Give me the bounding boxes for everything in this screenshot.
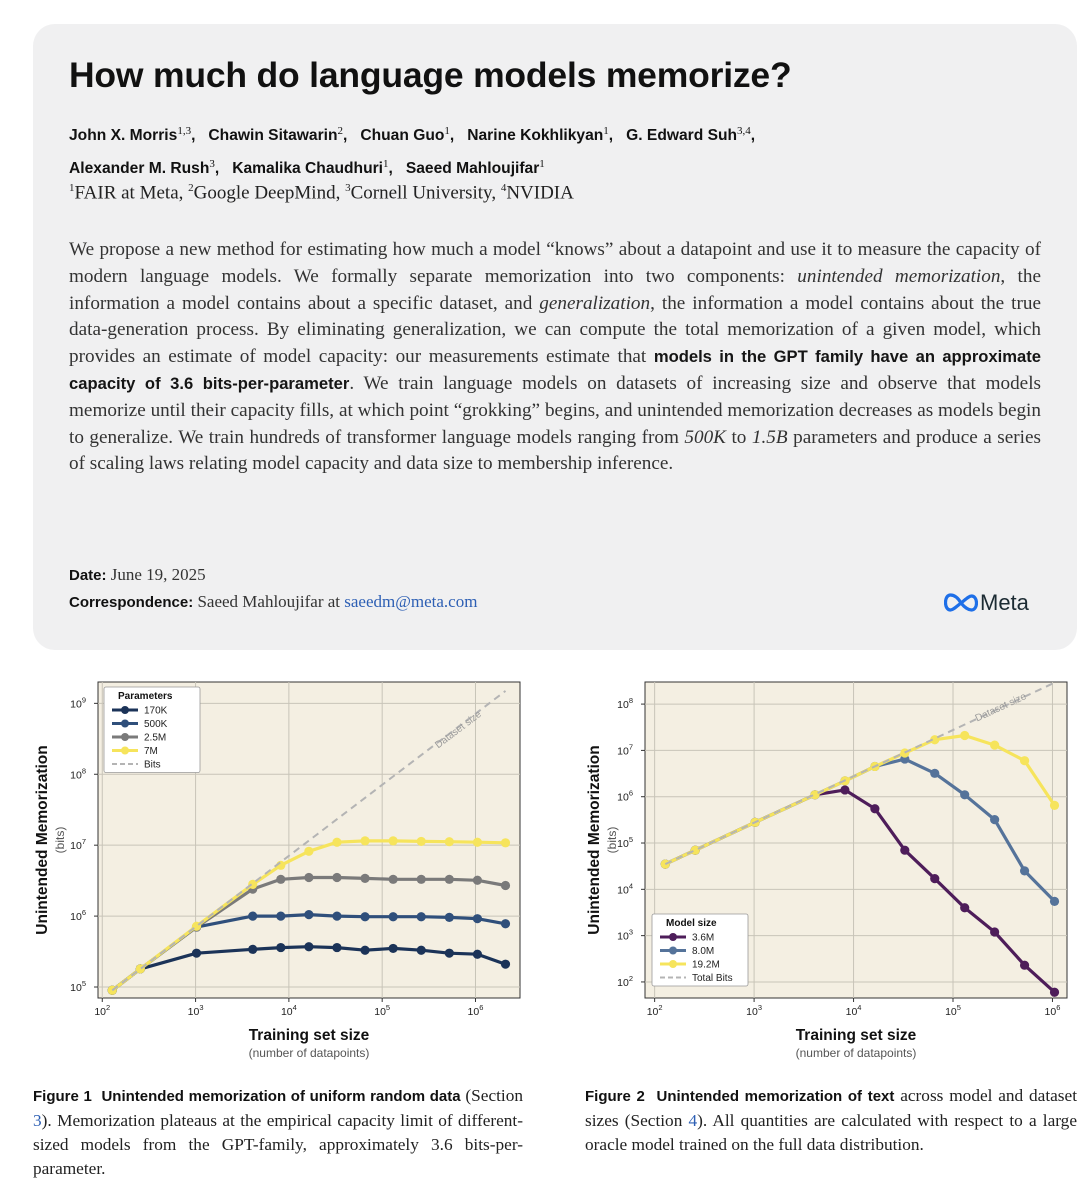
x-axis-sublabel: (number of datapoints) <box>248 1046 370 1060</box>
legend-label: 7M <box>144 746 158 757</box>
data-point <box>870 804 879 813</box>
x-tick-label: $10^2$ <box>94 1003 111 1018</box>
legend-label: 3.6M <box>692 932 715 944</box>
author <box>406 160 545 177</box>
date-value: June 19, 2025 <box>110 565 206 584</box>
author <box>360 127 450 144</box>
data-point <box>960 903 969 912</box>
y-tick-label: $10^9$ <box>70 695 86 711</box>
affil-sup: 4 <box>500 182 507 194</box>
data-point <box>445 913 454 922</box>
correspondence-label: Correspondence: <box>69 594 194 611</box>
data-point <box>304 910 313 919</box>
affil-sup: 1 <box>69 182 75 194</box>
affil-name: Cornell University <box>350 182 492 204</box>
figure-1-caption <box>33 1084 523 1181</box>
figure-label: Figure 2 <box>585 1088 645 1105</box>
affil-name: FAIR at Meta <box>74 182 179 204</box>
affil-sup: 3 <box>345 182 351 194</box>
data-point <box>276 943 285 952</box>
y-tick-label: $10^7$ <box>617 742 633 758</box>
abstract-emphasis: unintended memorization <box>797 265 1001 287</box>
data-point <box>1050 801 1059 810</box>
data-point <box>473 914 482 923</box>
meta-logo <box>944 590 1029 616</box>
data-point <box>1020 756 1029 765</box>
abstract-text: , the information a model contains about a specific dataset, and <box>69 265 1041 314</box>
author-name: Chuan Guo <box>360 127 445 145</box>
figure-2-chart <box>582 672 1082 1062</box>
author <box>69 160 215 177</box>
data-point <box>990 927 999 936</box>
figure-caption-title: Unintended memorization of uniform random data <box>101 1088 461 1105</box>
data-point <box>501 919 510 928</box>
author-affil-sup: 1 <box>383 158 389 171</box>
y-tick-label: $10^8$ <box>617 696 633 712</box>
data-point <box>960 731 969 740</box>
meta-infinity-icon <box>944 593 978 613</box>
data-point <box>360 912 369 921</box>
data-point <box>417 875 426 884</box>
x-axis-sublabel: (number of datapoints) <box>795 1046 917 1060</box>
affil-name: Google DeepMind <box>193 182 336 204</box>
affil-sup: 2 <box>188 182 194 194</box>
date-label: Date: <box>69 567 107 584</box>
caption-text: ). Memorization plateaus at the empirical capacity limit of different-sized models from the GPT-family, approximately 3.6 bits-per-parameter. <box>33 1111 523 1178</box>
data-point <box>1050 897 1059 906</box>
author-affil-sup: 1,3 <box>177 125 192 137</box>
y-tick-label: $10^8$ <box>70 766 86 782</box>
data-point <box>1050 988 1059 997</box>
data-point <box>473 838 482 847</box>
x-tick-label: $10^3$ <box>746 1003 763 1018</box>
legend-marker <box>121 747 129 755</box>
x-tick-label: $10^5$ <box>945 1003 961 1018</box>
author-affil-sup: 3,4 <box>737 125 751 137</box>
y-tick-label: $10^5$ <box>617 835 633 851</box>
x-tick-label: $10^6$ <box>467 1003 484 1018</box>
figure-1-chart <box>30 672 540 1062</box>
author <box>626 127 751 144</box>
paper-title: How much do language models memorize? <box>69 55 792 95</box>
abstract-text: We propose a new method for estimating how much a model “knows” about a datapoint and use it to measure the capacity of modern language models. We formally separate memorization into two components: <box>69 239 1041 287</box>
abstract-math: 1.5B <box>751 426 788 448</box>
y-axis-label: Unintended Memorization <box>586 745 603 935</box>
data-point <box>473 876 482 885</box>
correspondence-value: Saeed Mahloujifar at <box>197 592 341 611</box>
legend-marker <box>669 933 677 941</box>
data-point <box>248 911 257 920</box>
data-point <box>445 837 454 846</box>
legend-marker <box>669 960 677 968</box>
author-name: John X. Morris <box>69 127 178 145</box>
data-point <box>304 847 313 856</box>
author-affil-sup: 1 <box>444 125 450 137</box>
author-name: Alexander M. Rush <box>69 160 210 178</box>
section-ref-link[interactable]: 3 <box>33 1111 42 1130</box>
data-point <box>960 790 969 799</box>
caption-text: ). All quantities are calculated with respect to a large oracle model trained on the full data distribution. <box>585 1111 1077 1154</box>
data-point <box>332 838 341 847</box>
data-point <box>417 837 426 846</box>
data-point <box>445 875 454 884</box>
data-point <box>501 838 510 847</box>
author <box>208 127 343 144</box>
legend-marker <box>121 720 129 728</box>
author-affil-sup: 3 <box>209 158 215 171</box>
legend-label: 170K <box>144 705 168 717</box>
author-affil-sup: 1 <box>603 125 609 137</box>
legend-marker <box>669 947 677 955</box>
data-point <box>276 875 285 884</box>
dataset-size-annotation: Dataset size <box>973 691 1029 725</box>
data-point <box>360 874 369 883</box>
author-name: Narine Kokhlikyan <box>467 127 604 145</box>
abstract-emphasis: generalization <box>539 292 651 314</box>
author <box>69 127 191 144</box>
data-point <box>691 846 700 855</box>
author-list: John X. Morris$^{1,3}$, Chawin Sitawarin$^2$, Chuan Guo$^1$, Narine Kokhlikyan$^1$, G. Edward Suh$^{3,4}$, Alexander M. Rush$^3$, Kamalika Chaudhuri$^1$, Saeed Mahloujifar$^1$ <box>69 125 756 178</box>
data-point <box>389 875 398 884</box>
abstract <box>69 237 1041 478</box>
data-point <box>304 942 313 951</box>
data-point <box>360 946 369 955</box>
figure-caption-title: Unintended memorization of text <box>656 1088 895 1105</box>
data-point <box>990 815 999 824</box>
abstract-math: 500K <box>684 426 726 448</box>
legend-label: 500K <box>144 719 168 730</box>
legend-label: Total Bits <box>692 973 733 984</box>
data-point <box>501 881 510 890</box>
data-point <box>900 846 909 855</box>
meta-logo-text: Meta <box>980 590 1029 615</box>
author-affil-sup: 2 <box>337 125 344 137</box>
y-tick-label: $10^4$ <box>617 881 633 897</box>
legend-title: Model size <box>666 918 717 929</box>
affiliations: $^1$FAIR at Meta, $^2$Google DeepMind, $^3$Cornell University, $^4$NVIDIA <box>69 182 574 204</box>
data-point <box>1020 961 1029 970</box>
data-point <box>1020 866 1029 875</box>
y-tick-label: $10^6$ <box>70 908 86 924</box>
caption-text: (Section <box>465 1086 523 1105</box>
author-name: Kamalika Chaudhuri <box>232 160 383 178</box>
x-tick-label: $10^4$ <box>280 1003 297 1018</box>
legend-label: 2.5M <box>144 732 167 744</box>
data-point <box>389 944 398 953</box>
legend-label: 8.0M <box>692 946 715 957</box>
data-point <box>248 945 257 954</box>
abstract-text: , the information a model contains about the true data-generation process. By eliminating generalization, we can compute the total memorization of a given model, which provides an estimate of model capacity: our measurements estimate that <box>69 292 1041 368</box>
x-axis-label: Training set size <box>248 1027 370 1044</box>
legend-marker <box>121 706 129 714</box>
data-point <box>661 860 670 869</box>
figure-2-caption <box>585 1084 1077 1157</box>
data-point <box>417 946 426 955</box>
x-tick-label: $10^2$ <box>646 1003 663 1018</box>
y-tick-label: $10^3$ <box>617 927 633 943</box>
author <box>232 160 388 177</box>
data-point <box>389 836 398 845</box>
author <box>467 127 609 144</box>
section-ref-link[interactable]: 4 <box>688 1111 698 1130</box>
y-tick-label: $10^7$ <box>70 837 86 853</box>
dataset-size-annotation: Dataset size <box>433 708 484 752</box>
x-tick-label: $10^5$ <box>374 1003 391 1018</box>
affil-name: NVIDIA <box>506 182 574 204</box>
data-point <box>990 741 999 750</box>
x-tick-label: $10^4$ <box>845 1003 862 1018</box>
data-point <box>501 960 510 969</box>
x-tick-label: $10^3$ <box>187 1003 204 1018</box>
data-point <box>417 912 426 921</box>
legend-label: 19.2M <box>692 959 720 971</box>
author-affil-sup: 1 <box>539 158 545 171</box>
data-point <box>930 874 939 883</box>
data-point <box>304 873 313 882</box>
data-point <box>473 950 482 959</box>
abstract-text: parameters and produce a series of scaling laws relating model capacity and data size to membership inference. <box>69 426 1041 475</box>
data-point <box>192 949 201 958</box>
y-tick-label: $10^5$ <box>70 979 86 995</box>
author-name: Saeed Mahloujifar <box>405 160 540 178</box>
abstract-text: . We train language models on datasets of increasing size and observe that models memorize until their capacity fills, at which point “grokking” begins, and unintended memorization decreases as models begin to generalize. We train hundreds of transformer language models ranging from <box>69 372 1041 448</box>
email-link[interactable]: saeedm@meta.com <box>344 592 478 611</box>
author-name: Chawin Sitawarin <box>208 127 338 145</box>
abstract-text: to <box>725 426 752 448</box>
data-point <box>389 912 398 921</box>
y-tick-label: $10^2$ <box>617 973 633 989</box>
data-point <box>360 836 369 845</box>
figure-label: Figure 1 <box>33 1088 92 1105</box>
y-axis-sublabel: (bits) <box>605 826 619 854</box>
legend-title: Parameters <box>118 691 173 702</box>
x-axis-label: Training set size <box>795 1027 917 1044</box>
data-point <box>332 873 341 882</box>
y-axis-sublabel: (bits) <box>53 826 67 854</box>
data-point <box>332 943 341 952</box>
y-tick-label: $10^6$ <box>617 788 633 804</box>
date-line <box>69 565 206 585</box>
data-point <box>445 949 454 958</box>
x-tick-label: $10^6$ <box>1044 1003 1061 1018</box>
caption-text: across model and dataset sizes (Section <box>585 1086 1078 1130</box>
legend-label: Bits <box>144 759 161 771</box>
data-point <box>276 911 285 920</box>
correspondence-line <box>69 592 477 612</box>
data-point <box>332 911 341 920</box>
data-point <box>930 769 939 778</box>
legend-marker <box>121 733 129 741</box>
data-point <box>840 785 849 794</box>
abstract-highlight: models in the GPT family have an approximate capacity of 3.6 bits-per-parameter <box>69 347 1041 393</box>
y-axis-label: Unintended Memorization <box>34 745 51 935</box>
author-name: G. Edward Suh <box>626 127 738 145</box>
